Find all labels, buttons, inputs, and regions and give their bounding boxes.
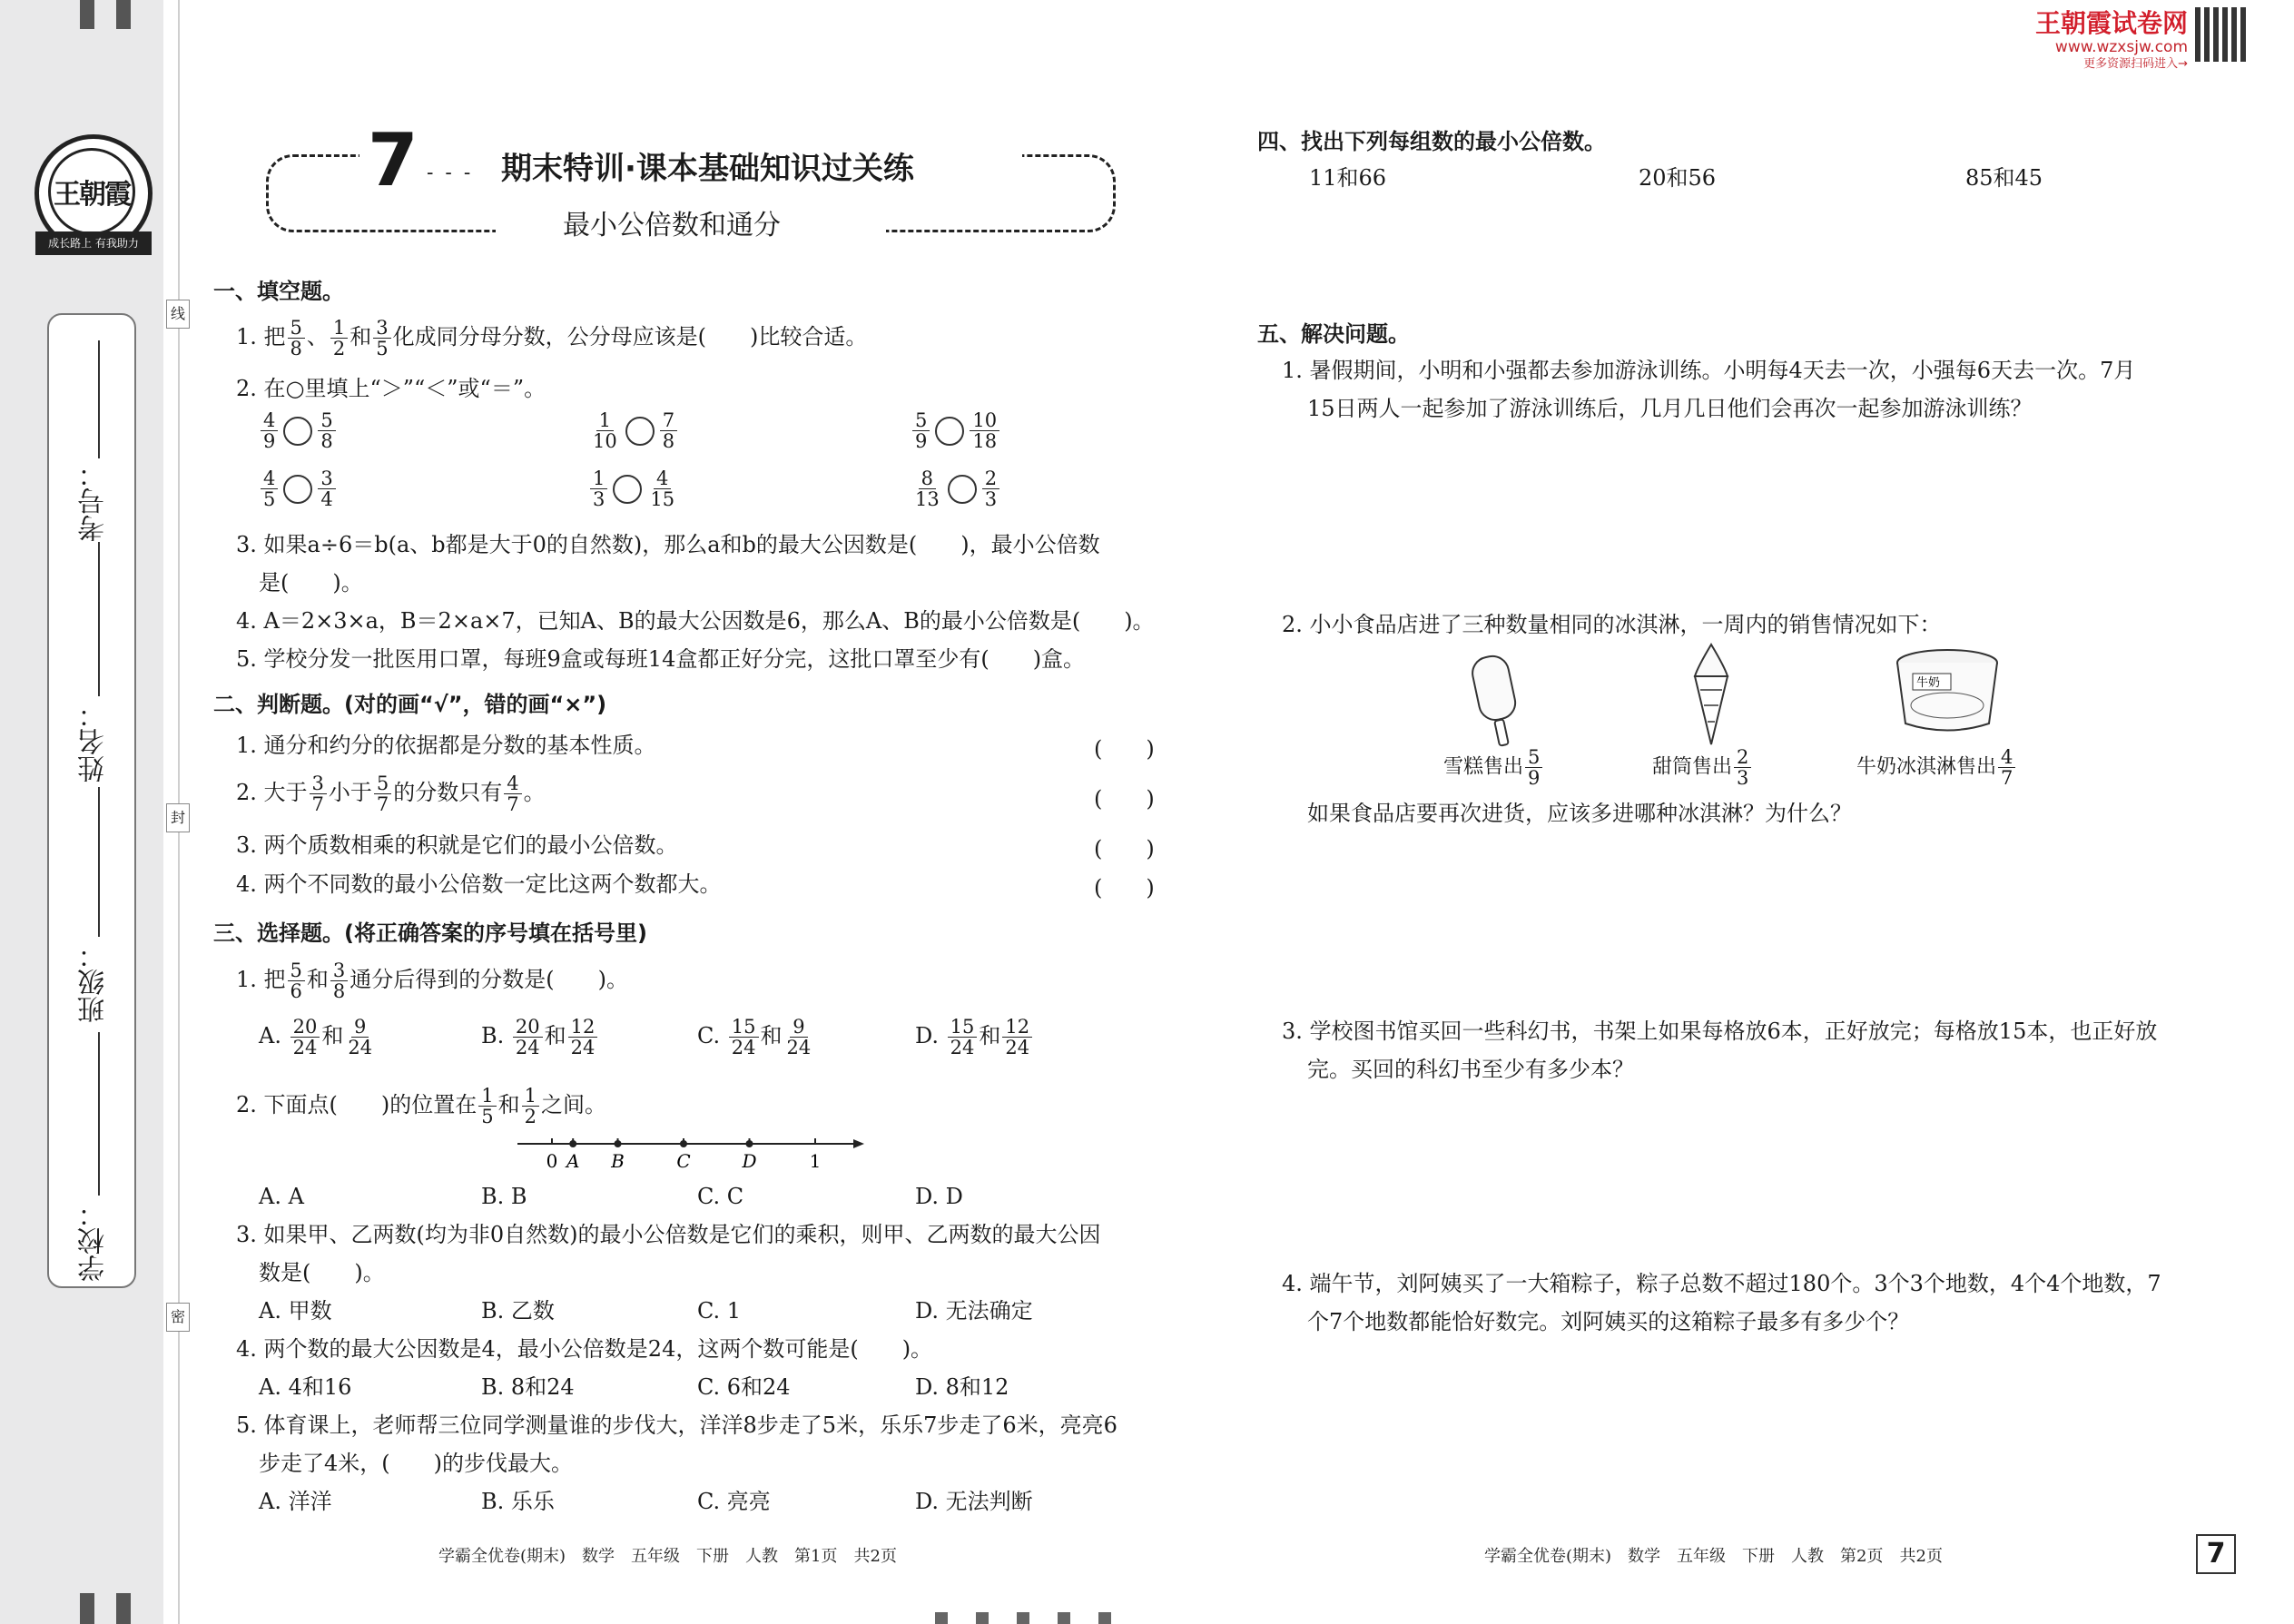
compare-circle[interactable]: [283, 475, 312, 504]
s2-q2: 2. 大于 $\frac{3}{7}$ 小于 $\frac{5}{7}$ 的分数只有 $\frac{4}{7}$ 。: [236, 773, 546, 815]
option-c[interactable]: C. 亮亮: [697, 1489, 771, 1514]
s3-q4: 4. 两个数的最大公因数是4，最小公倍数是24，这两个数可能是( )。: [236, 1336, 933, 1362]
point-c-dot: [680, 1140, 687, 1147]
s5-q2-question: 如果食品店要再次进货，应该多进哪种冰淇淋？为什么？: [1307, 801, 1852, 826]
page-subtitle: 最小公倍数和通分: [563, 210, 781, 241]
cut-mark-mi: 密: [166, 1303, 190, 1332]
compare-item: $\frac{1}{3}$ $\frac{4}{15}$: [588, 468, 679, 509]
point-c-label: C: [676, 1150, 691, 1172]
point-b-label: B: [611, 1150, 625, 1172]
exam-number-field[interactable]: [98, 340, 100, 458]
option-b[interactable]: B. 乐乐: [481, 1489, 555, 1514]
exam-number-label: 考号：: [78, 460, 110, 542]
s3-q3-line2: 数是( )。: [259, 1260, 385, 1285]
class-field[interactable]: [98, 787, 100, 937]
compare-item: $\frac{5}{9}$ $\frac{10}{18}$: [911, 410, 1001, 451]
compare-circle[interactable]: [283, 417, 312, 446]
option-d[interactable]: D. D: [915, 1184, 963, 1209]
answer-paren[interactable]: ( ): [1094, 736, 1155, 762]
compare-circle[interactable]: [613, 475, 642, 504]
student-info-box: [47, 313, 136, 1288]
class-label: 班级：: [78, 941, 110, 1023]
section-1-title: 一、填空题。: [213, 279, 344, 304]
number-line: [508, 1131, 871, 1176]
option-d[interactable]: D. 无法确定: [915, 1298, 1033, 1324]
logo-text: 王朝霞: [54, 179, 130, 211]
point-a-dot: [569, 1140, 576, 1147]
worksheet-number: 7: [368, 118, 418, 202]
point-d-dot: [746, 1140, 753, 1147]
s5-q1-line2: 15日两人一起参加了游泳训练后，几月几日他们会再次一起参加游泳训练？: [1307, 396, 2033, 421]
section-2-title: 二、判断题。(对的画“√”，错的画“×”): [213, 692, 607, 717]
qr-code-icon[interactable]: [2195, 7, 2250, 62]
compare-item: $\frac{8}{13}$ $\frac{2}{3}$: [911, 468, 1001, 509]
crop-mark: [1058, 1612, 1070, 1624]
axis-zero-label: 0: [546, 1150, 558, 1172]
s2-q3: 3. 两个质数相乘的积就是它们的最小公倍数。: [236, 832, 678, 858]
section-3-title: 三、选择题。(将正确答案的序号填在括号里): [213, 920, 647, 946]
compare-item: $\frac{4}{5}$ $\frac{3}{4}$: [259, 468, 338, 509]
option-d[interactable]: D. $\frac{15}{24}$ 和 $\frac{12}{24}$: [915, 1017, 1034, 1058]
option-a[interactable]: A. 甲数: [259, 1298, 332, 1324]
s5-q4-line2: 个7个地数都能恰好数完。刘阿姨买的这箱粽子最多有多少个？: [1307, 1309, 1910, 1334]
cone-icon: [1684, 640, 1738, 749]
answer-paren[interactable]: ( ): [1094, 875, 1155, 901]
school-field[interactable]: [98, 1032, 100, 1196]
ice-cream-tub-icon: [1893, 646, 2002, 737]
s1-q1: 1. 把 $\frac{5}{8}$ 、 $\frac{1}{2}$ 和 $\frac{3}{5}$ 化成同分母分数，公分母应该是( )比较合适。: [236, 317, 868, 359]
page-title: 期末特训·课本基础知识过关练: [501, 151, 914, 187]
compare-item: $\frac{4}{9}$ $\frac{5}{8}$: [259, 410, 338, 451]
s5-q2: 2. 小小食品店进了三种数量相同的冰淇淋，一周内的销售情况如下：: [1282, 612, 1942, 637]
s1-q3-line1: 3. 如果a÷6＝b(a、b都是大于0的自然数)，那么a和b的最大公因数是( )，最小公倍数: [236, 532, 1100, 557]
logo-ribbon: 成长路上 有我助力: [35, 231, 152, 255]
compare-item: $\frac{1}{10}$ $\frac{7}{8}$: [588, 410, 679, 451]
point-b-dot: [615, 1140, 622, 1147]
s2-q4: 4. 两个不同数的最小公倍数一定比这两个数都大。: [236, 871, 722, 897]
footer-left: 学霸全优卷(期末) 数学 五年级 下册 人教 第1页 共2页: [438, 1547, 897, 1566]
crop-mark: [935, 1612, 948, 1624]
point-d-label: D: [742, 1150, 757, 1172]
point-a-label: A: [566, 1150, 580, 1172]
brand-url[interactable]: www.wzxsjw.com: [2054, 38, 2188, 56]
cut-mark-xian: 线: [166, 300, 190, 329]
crop-mark: [116, 0, 131, 29]
option-c[interactable]: C. 1: [697, 1298, 742, 1324]
option-c[interactable]: C. C: [697, 1184, 744, 1209]
answer-paren[interactable]: ( ): [1094, 836, 1155, 861]
option-b[interactable]: B. 乙数: [481, 1298, 555, 1324]
s5-q4-line1: 4. 端午节，刘阿姨买了一大箱粽子，粽子总数不超过180个。3个3个地数，4个4个地数，7: [1282, 1271, 2161, 1296]
s1-q5: 5. 学校分发一批医用口罩，每班9盒或每班14盒都正好分完，这批口罩至少有( )盒。: [236, 646, 1086, 672]
product-popsicle: 雪糕售出 $\frac{5}{9}$: [1443, 747, 1544, 788]
option-b[interactable]: B. 8和24: [481, 1374, 575, 1400]
option-a[interactable]: A. 4和16: [259, 1374, 352, 1400]
s1-q4: 4. A＝2×3×a，B＝2×a×7，已知A、B的最大公因数是6，那么A、B的最小公倍数是( )。: [236, 608, 1155, 634]
crop-mark: [1017, 1612, 1029, 1624]
school-label: 学校：: [78, 1200, 110, 1282]
option-c[interactable]: C. 6和24: [697, 1374, 791, 1400]
option-a[interactable]: A. A: [259, 1184, 304, 1209]
compare-circle[interactable]: [625, 417, 655, 446]
footer-right: 学霸全优卷(期末) 数学 五年级 下册 人教 第2页 共2页: [1484, 1547, 1943, 1566]
option-b[interactable]: B. B: [481, 1184, 527, 1209]
brand-header: [1952, 9, 2188, 73]
s1-q3-line2: 是( )。: [259, 570, 363, 595]
axis-one-label: 1: [809, 1150, 822, 1172]
popsicle-icon: [1466, 649, 1539, 749]
option-c[interactable]: C. $\frac{15}{24}$ 和 $\frac{9}{24}$: [697, 1016, 812, 1058]
tub-label: 牛奶: [1916, 676, 1941, 690]
answer-paren[interactable]: ( ): [1094, 786, 1155, 812]
s3-q5-line1: 5. 体育课上，老师帮三位同学测量谁的步伐大，洋洋8步走了5米，乐乐7步走了6米，亮亮6: [236, 1412, 1117, 1438]
cut-mark-feng: 封: [166, 803, 190, 832]
product-milk-ice-cream: 牛奶冰淇淋售出 $\frac{4}{7}$: [1856, 747, 2017, 788]
s3-q5-line2: 步走了4米，( )的步伐最大。: [259, 1451, 573, 1476]
option-d[interactable]: D. 无法判断: [915, 1489, 1033, 1514]
s3-q1: 1. 把 $\frac{5}{6}$ 和 $\frac{3}{8}$ 通分后得到的分数是( )。: [236, 960, 629, 1002]
s5-q3-line1: 3. 学校图书馆买回一些科幻书，书架上如果每格放6本，正好放完；每格放15本，也正好放: [1282, 1019, 2158, 1044]
section-4-title: 四、找出下列每组数的最小公倍数。: [1257, 129, 1606, 154]
s5-q3-line2: 完。买回的科幻书至少有多少本？: [1307, 1057, 1634, 1082]
crop-mark: [1098, 1612, 1111, 1624]
brand-tagline: 更多资源扫码进入→: [2083, 57, 2188, 71]
name-label: 姓名：: [78, 701, 110, 782]
compare-circle[interactable]: [948, 475, 977, 504]
s3-q3-line1: 3. 如果甲、乙两数(均为非0自然数)的最小公倍数是它们的乘积，则甲、乙两数的最大公因: [236, 1222, 1101, 1247]
page-number: 7: [2196, 1534, 2236, 1574]
s1-q2: 2. 在○里填上“＞”“＜”或“＝”。: [236, 376, 546, 401]
crop-mark: [116, 1593, 131, 1624]
s3-q2: 2. 下面点( )的位置在 $\frac{1}{5}$ 和 $\frac{1}{2}$ 之间。: [236, 1085, 607, 1127]
brand-name: 王朝霞试卷网: [2034, 8, 2188, 38]
lcm-item: 11和66: [1309, 165, 1387, 191]
section-5-title: 五、解决问题。: [1257, 321, 1410, 347]
option-b[interactable]: B. $\frac{20}{24}$ 和 $\frac{12}{24}$: [481, 1017, 599, 1058]
crop-mark: [976, 1612, 989, 1624]
brand-logo: [34, 134, 153, 252]
option-a[interactable]: A. 洋洋: [259, 1489, 332, 1514]
product-cone: 甜筒售出 $\frac{2}{3}$: [1652, 747, 1753, 788]
s5-q1-line1: 1. 暑假期间，小明和小强都去参加游泳训练。小明每4天去一次，小强每6天去一次。7月: [1282, 358, 2136, 383]
name-field[interactable]: [98, 542, 100, 696]
s2-q1: 1. 通分和约分的依据都是分数的基本性质。: [236, 733, 656, 758]
title-dots: - - -: [427, 162, 474, 184]
compare-circle[interactable]: [935, 417, 964, 446]
lcm-item: 85和45: [1965, 165, 2043, 191]
lcm-item: 20和56: [1639, 165, 1717, 191]
crop-mark: [80, 1593, 94, 1624]
option-a[interactable]: A. $\frac{20}{24}$ 和 $\frac{9}{24}$: [259, 1016, 373, 1058]
option-d[interactable]: D. 8和12: [915, 1374, 1009, 1400]
crop-mark: [80, 0, 94, 29]
